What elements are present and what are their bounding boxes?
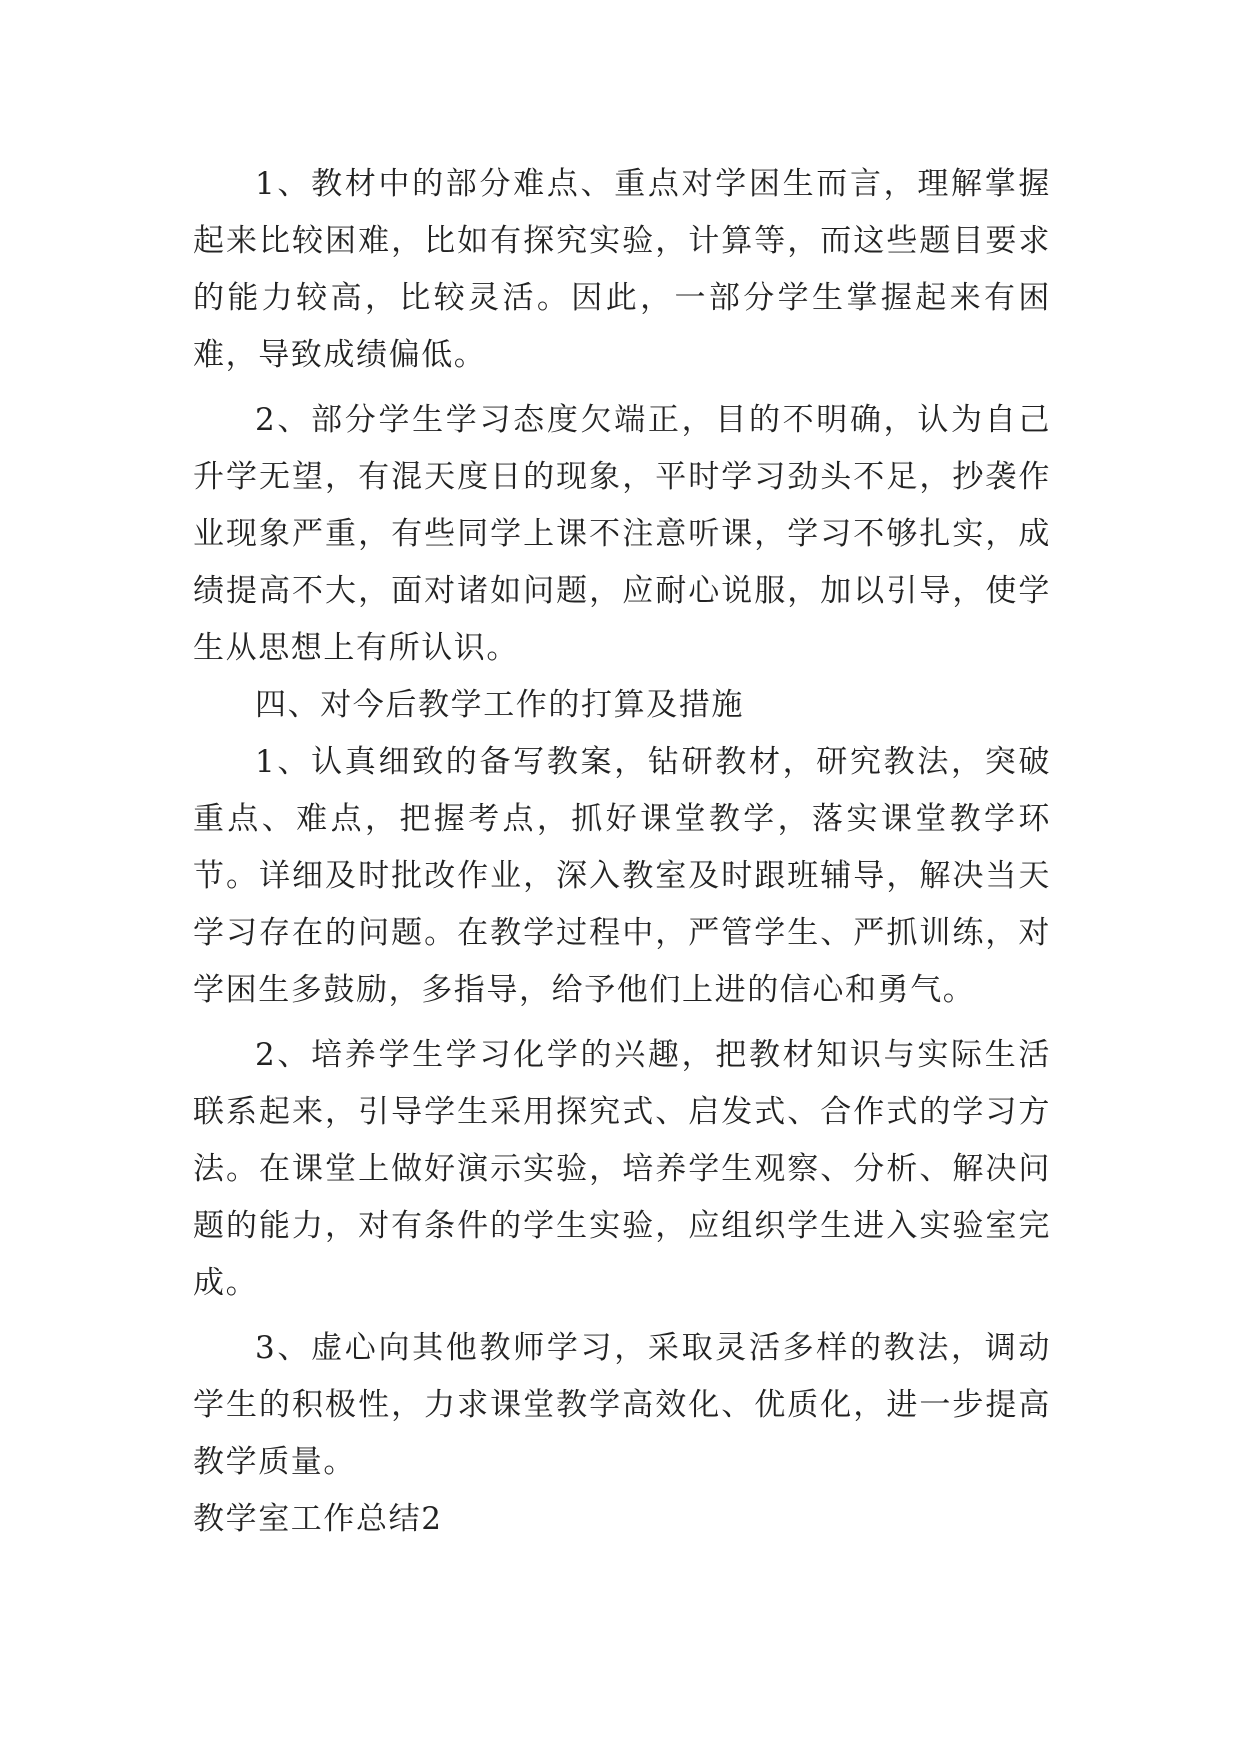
paragraph-learn-from-teachers: 3、虚心向其他教师学习，采取灵活多样的教法，调动学生的积极性，力求课堂教学高效化、优质化，进一步提高教学质量。: [193, 1330, 1051, 1480]
paragraph-chemistry-interest: 2、培养学生学习化学的兴趣，把教材知识与实际生活联系起来，引导学生采用探究式、启发式、合作式的学习方法。在课堂上做好演示实验，培养学生观察、分析、解决问题的能力，对有条件的学生实验，应组织学生进入实验室完成。: [193, 1037, 1051, 1301]
paragraph-difficulty-points: 1、教材中的部分难点、重点对学困生而言，理解掌握起来比较困难，比如有探究实验，计算等，而这些题目要求的能力较高，比较灵活。因此，一部分学生掌握起来有困难，导致成绩偏低。: [193, 166, 1051, 373]
document-body: [193, 156, 1051, 1548]
paragraph-learning-attitude: 2、部分学生学习态度欠端正，目的不明确，认为自己升学无望，有混天度日的现象，平时学习劲头不足，抄袭作业现象严重，有些同学上课不注意听课，学习不够扎实，成绩提高不大，面对诸如问题，应耐心说服，加以引导，使学生从思想上有所认识。: [193, 402, 1051, 666]
section-heading-future-plans: 四、对今后教学工作的打算及措施: [255, 687, 744, 723]
document-subtitle: 教学室工作总结2: [193, 1501, 443, 1537]
paragraph-lesson-preparation: 1、认真细致的备写教案，钻研教材，研究教法，突破重点、难点，把握考点，抓好课堂教学，落实课堂教学环节。详细及时批改作业，深入教室及时跟班辅导，解决当天学习存在的问题。在教学过程中，严管学生、严抓训练，对学困生多鼓励，多指导，给予他们上进的信心和勇气。: [193, 744, 1051, 1008]
